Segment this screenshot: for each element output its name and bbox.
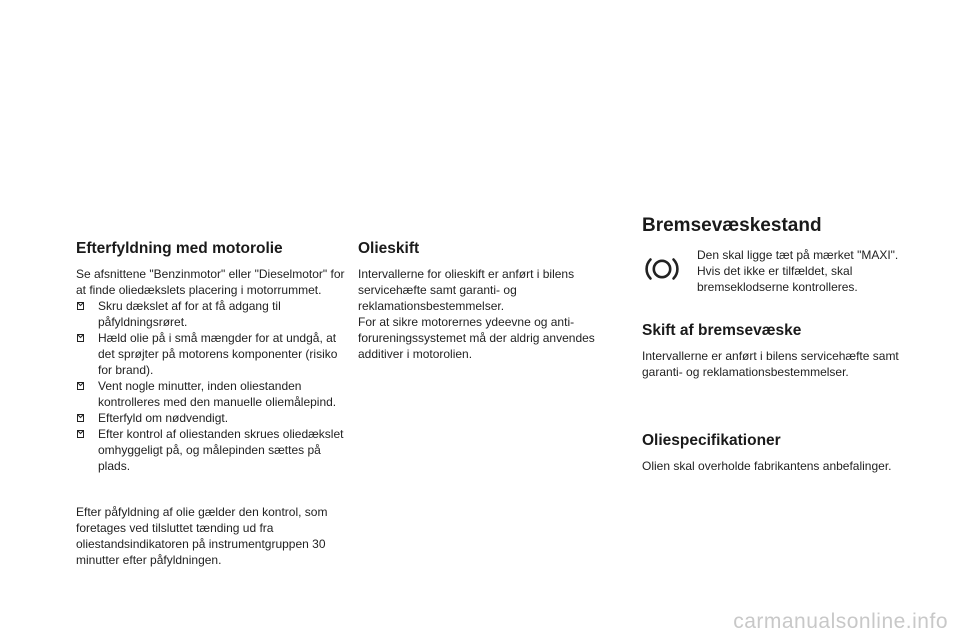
step-text: Efter kontrol af oliestanden skrues oliedækslet omhyggeligt på, og målepinden sættes på plads. <box>98 427 344 473</box>
checkbox-arrow-icon <box>77 302 84 310</box>
brake-fluid-info <box>642 247 912 299</box>
checkbox-arrow-icon <box>77 334 84 342</box>
step-item <box>76 298 346 330</box>
step-text: Efterfyld om nødvendigt. <box>98 411 229 425</box>
watermark: carmanualsonline.info <box>733 610 948 633</box>
oil-change-body-1: Intervallerne for olieskift er anført i bilens servicehæfte samt garanti- og reklamationsbestemmelser. <box>358 267 575 313</box>
column-oil-refill <box>76 239 346 568</box>
brake-fluid-change-text: Intervallerne er anført i bilens servicehæfte samt garanti- og reklamationsbestemmelser. <box>642 349 899 379</box>
brake-fluid-level-text: Den skal ligge tæt på mærket "MAXI". Hvis det ikke er tilfældet, skal bremseklodserne kontrolleres. <box>697 248 899 294</box>
brake-warning-icon <box>642 255 682 283</box>
column-brake-fluid <box>642 214 912 473</box>
column-oil-change <box>358 239 618 362</box>
heading-oil-specifications: Oliespecifikationer <box>642 432 781 449</box>
step-item <box>76 410 346 426</box>
checkbox-arrow-icon <box>77 414 84 422</box>
step-item <box>76 378 346 410</box>
section-brake-fluid-change <box>642 321 912 380</box>
heading-brake-fluid-level: Bremsevæskestand <box>642 215 822 236</box>
checkbox-arrow-icon <box>77 382 84 390</box>
heading-oil-refill: Efterfyldning med motorolie <box>76 240 283 257</box>
step-text: Vent nogle minutter, inden oliestanden kontrolleres med den manuelle oliemålepind. <box>98 379 337 409</box>
oil-change-body-2: For at sikre motorernes ydeevne og anti-forureningssystemet må der aldrig anvendes additiver i motorolien. <box>358 315 595 361</box>
heading-brake-fluid-change: Skift af bremsevæske <box>642 322 802 339</box>
oil-refill-intro: Se afsnittene "Benzinmotor" eller "Dieselmotor" for at finde oliedækslets placering i motorrummet. <box>76 267 345 297</box>
step-item <box>76 426 346 474</box>
section-oil-specifications <box>642 431 892 474</box>
oil-specifications-text: Olien skal overholde fabrikantens anbefalinger. <box>642 459 892 473</box>
step-text: Skru dækslet af for at få adgang til påfyldningsrøret. <box>98 299 281 329</box>
heading-oil-change: Olieskift <box>358 240 420 257</box>
oil-refill-steps <box>76 298 346 474</box>
step-text: Hæld olie på i små mængder for at undgå, at det sprøjter på motorens komponenter (risiko for brand). <box>98 331 338 377</box>
checkbox-arrow-icon <box>77 430 84 438</box>
step-item <box>76 330 346 378</box>
oil-refill-note: Efter påfyldning af olie gælder den kontrol, som foretages ved tilsluttet tænding ud fra oliestandsindikatoren på instrumentgruppen 30 minutter efter påfyldningen. <box>76 505 328 567</box>
